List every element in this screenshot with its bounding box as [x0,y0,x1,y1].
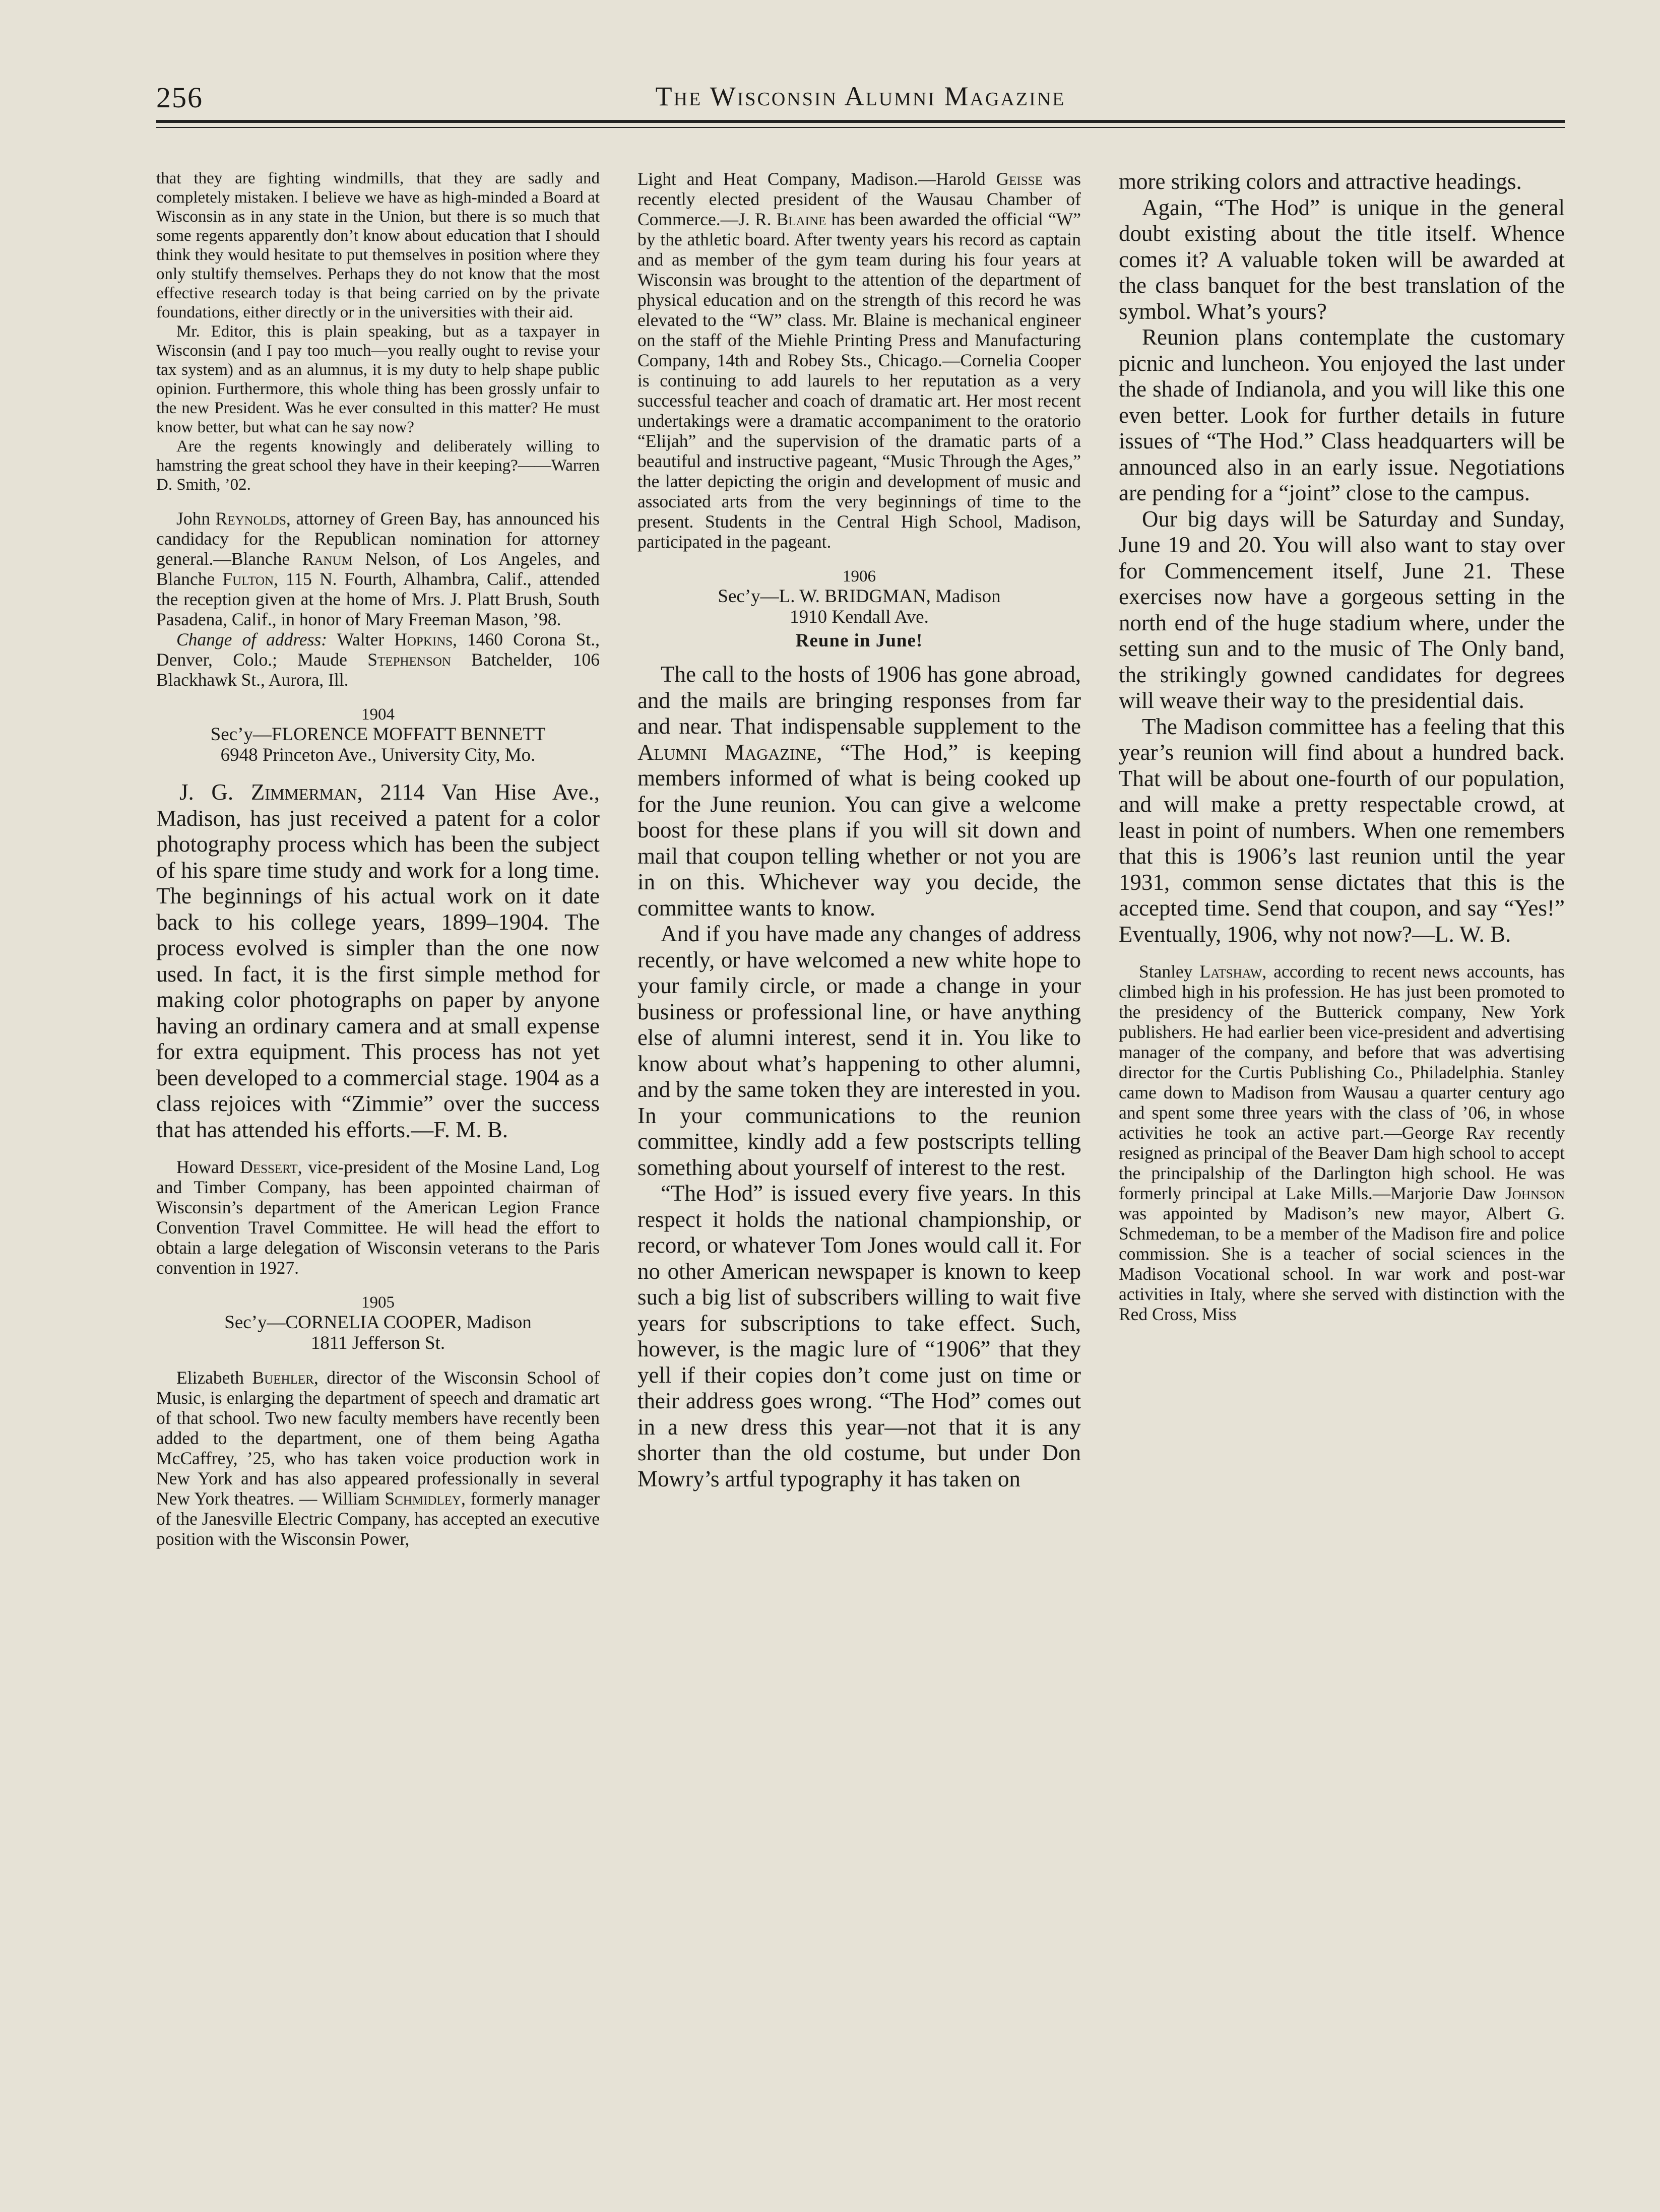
surname: Latshaw [1199,961,1262,982]
page-header [156,81,1565,126]
paragraph: Howard Dessert, vice-president of the Mosine Land, Log and Timber Company, has been appointed chairman of Wisconsin’s department of the American Legion France Convention Travel Committee. He will head the effort to obtain a large delegation of Wisconsin veterans to the Paris convention in 1927. [156,1157,600,1278]
paragraph: Change of address: Walter Hopkins, 1460 Corona St., Denver, Colo.; Maude Stephenson Batchelder, 106 Blackhawk St., Aurora, Ill. [156,629,600,690]
surname: Schmidley [385,1488,462,1509]
paragraph: Elizabeth Buehler, director of the Wisconsin School of Music, is enlarging the department of speech and dramatic art of that school. Two new faculty members have recently been added to the department, one of them being Agatha McCaffrey, ’25, who has taken voice production work in New York and has also appeared professionally in several New York theatres. — William Schmidley, formerly manager of the Janesville Electric Company, has accepted an executive position with the Wisconsin Power, [156,1368,600,1549]
surname: Ray [1466,1123,1495,1143]
secretary-address: 6948 Princeton Ave., University City, Mo. [220,745,536,765]
header-rule [156,120,1565,123]
paragraph: Are the regents knowingly and deliberately willing to hamstring the great school they have in their keeping?——Warren D. Smith, ’02. [156,437,600,494]
paragraph: that they are fighting windmills, that they are sadly and completely mistaken. I believe we have as high-minded a Board at Wisconsin as in any state in the Union, but there is so much that some regents apparently don’t know about education that I should think they would hesitate to put themselves in position where they only stultify themselves. Perhaps they do not know that the most effective research today is that being carried on by the private foundations, either directly or in the universities with their aid. [156,169,600,321]
column-middle [637,169,1081,1492]
paragraph: Reunion plans contemplate the customary picnic and luncheon. You enjoyed the last under the shade of Indianola, and you will like this one even better. Look for further details in future issues of “The Hod.” Class headquarters will be announced also in an early issue. Negotiations are pending for a “joint” close to the campus. [1119,324,1565,505]
surname: Reynolds [215,508,287,529]
class-year-heading: 1904 [361,705,395,724]
surname: Blaine [776,209,826,229]
paragraph: And if you have made any changes of address recently, or have welcomed a new white hope to your family circle, or made a change in your business or professional line, or have anything else of alumni interest, send it in. You like to know about what’s happening to other alumni, and by the same token they are interested in you. In your communications to the reunion committee, kindly add a few postscripts telling something about yourself of interest to the rest. [637,921,1081,1180]
paragraph: Our big days will be Saturday and Sunday, June 19 and 20. You will also want to stay over for Commencement itself, June 21. These exercises now have a gorgeous setting in the north end of the huge stadium where, under the setting sun and to the music of The Only band, the strikingly gowned candidates for degrees will weave their way to the presidential dais. [1119,506,1565,713]
header-rule-thin [156,127,1565,128]
surname: Fulton [222,569,274,589]
section-subheading: Reune in June! [795,630,923,651]
secretary-address: 1811 Jefferson St. [310,1333,445,1353]
class-secretary: Sec’y—L. W. BRIDGMAN, Madison [718,586,1001,607]
column-left [156,169,600,1549]
paragraph: Again, “The Hod” is unique in the general doubt existing about the title itself. Whence comes it? A valuable token will be awarded at the class banquet for the best translation of the symbol. What’s yours? [1119,194,1565,324]
class-year-heading: 1905 [361,1293,395,1312]
column-right [1119,169,1565,1324]
class-secretary: Sec’y—CORNELIA COOPER, Madison [224,1312,532,1333]
paragraph: more striking colors and attractive headings. [1119,169,1522,194]
surname: Stephenson [367,649,451,670]
surname: Zimmerman [250,779,357,805]
paragraph: The call to the hosts of 1906 has gone abroad, and the mails are bringing responses from far and near. That indispensable supplement to the Alumni Magazine, “The Hod,” is keeping members informed of what is being cooked up for the June reunion. You can give a welcome boost for these plans if you will sit down and mail that coupon telling whether or not you are in on this. Whichever way you decide, the committee wants to know. [637,662,1081,921]
surname: Buehler [252,1368,314,1388]
class-secretary: Sec’y—FLORENCE MOFFATT BENNETT [210,724,546,745]
surname: Ranum [302,549,353,569]
page-number: 256 [156,81,203,114]
surname: Geisse [996,169,1043,189]
surname: Hopkins [394,629,453,649]
magazine-name: Alumni Magazine [637,739,817,765]
surname: Dessert [240,1157,298,1177]
paragraph: J. G. Zimmerman, 2114 Van Hise Ave., Madison, has just received a patent for a color photography process which has been the subject of his spare time study and work for a long time. The beginnings of his actual work on it date back to his college years, 1899–1904. The process evolved is simpler than the one now used. In fact, it is the first simple method for making color photographs on paper by anyone having an ordinary camera and at small expense for extra equipment. This process has not yet been developed to a commercial stage. 1904 as a class rejoices with “Zimmie” over the success that has attended his efforts.—F. M. B. [156,779,600,1142]
paragraph: The Madison committee has a feeling that this year’s reunion will find about a hundred back. That will be about one-fourth of our population, and will make a pretty respectable crowd, at least in point of numbers. When one remembers that this is 1906’s last reunion until the year 1931, common sense dictates that this is the accepted time. Send that coupon, and say “Yes!” Eventually, 1906, why not now?—L. W. B. [1119,713,1565,947]
paragraph: “The Hod” is issued every five years. In this respect it holds the national championship, or record, or whatever Tom Jones would call it. For no other American newspaper is known to keep such a big list of subscribers willing to wait five years for subscriptions to take effect. Such, however, is the magic lure of “1906” that they yell if their copies don’t come just on time or their address goes wrong. “The Hod” comes out in a new dress this year—not that it is any shorter than the old costume, but under Don Mowry’s artful typography it has taken on [637,1181,1081,1491]
surname: Johnson [1505,1183,1565,1203]
magazine-title: The Wisconsin Alumni Magazine [655,81,1066,111]
secretary-address: 1910 Kendall Ave. [790,607,929,627]
paragraph: Stanley Latshaw, according to recent news accounts, has climbed high in his profession. He has just been promoted to the presidency of the Butterick company, New York publishers. He had earlier been vice-president and advertising manager of the company, and before that was advertising director for the Curtis Publishing Co., Philadelphia. Stanley came down to Madison from Wausau a quarter century ago and spent some three years with the class of ’06, in whose activities he took an active part.—George Ray recently resigned as principal of the Beaver Dam high school to accept the principalship of the Darlington high school. He was formerly principal at Lake Mills.—Marjorie Daw Johnson was appointed by Madison’s new mayor, Albert G. Schmedeman, to be a member of the Madison fire and police commission. She is a teacher of social sciences in the Madison Vocational school. In war work and post-war activities in Italy, where she served with distinction with the Red Cross, Miss [1119,961,1565,1324]
class-year-heading: 1906 [843,567,876,585]
paragraph: Light and Heat Company, Madison.—Harold Geisse was recently elected president of the Wausau Chamber of Commerce.—J. R. Blaine has been awarded the official “W” by the athletic board. After twenty years his record as captain and as member of the gym team during his four years at Wisconsin was brought to the attention of the department of physical education and on the strength of this record he was elevated to the “W” class. Mr. Blaine is mechanical engineer on the staff of the Miehle Printing Press and Manufacturing Company, 14th and Robey Sts., Chicago.—Cornelia Cooper is continuing to add laurels to her reputation as a very successful teacher and coach of dramatic art. Her most recent undertakings were a dramatic accompaniment to the oratorio “Elijah” and the supervision of the dramatic parts of a beautiful and instructive pageant, “Music Through the Ages,” the latter depicting the origin and development of music and associated arts from the very beginnings of time to the present. Students in the Central High School, Madison, participated in the pageant. [637,169,1081,552]
change-of-address-label: Change of address: [176,629,328,649]
paragraph: John Reynolds, attorney of Green Bay, has announced his candidacy for the Republican nomination for attorney general.—Blanche Ranum Nelson, of Los Angeles, and Blanche Fulton, 115 N. Fourth, Alhambra, Calif., attended the reception given at the home of Mrs. J. Platt Brush, South Pasadena, Calif., in honor of Mary Freeman Mason, ’98. [156,508,600,629]
paragraph: Mr. Editor, this is plain speaking, but as a taxpayer in Wisconsin (and I pay too much—you really ought to revise your tax system) and as an alumnus, it is my duty to help shape public opinion. Furthermore, this whole thing has been grossly unfair to the new President. Was he ever consulted in this matter? He must know better, but what can he say now? [156,322,600,436]
